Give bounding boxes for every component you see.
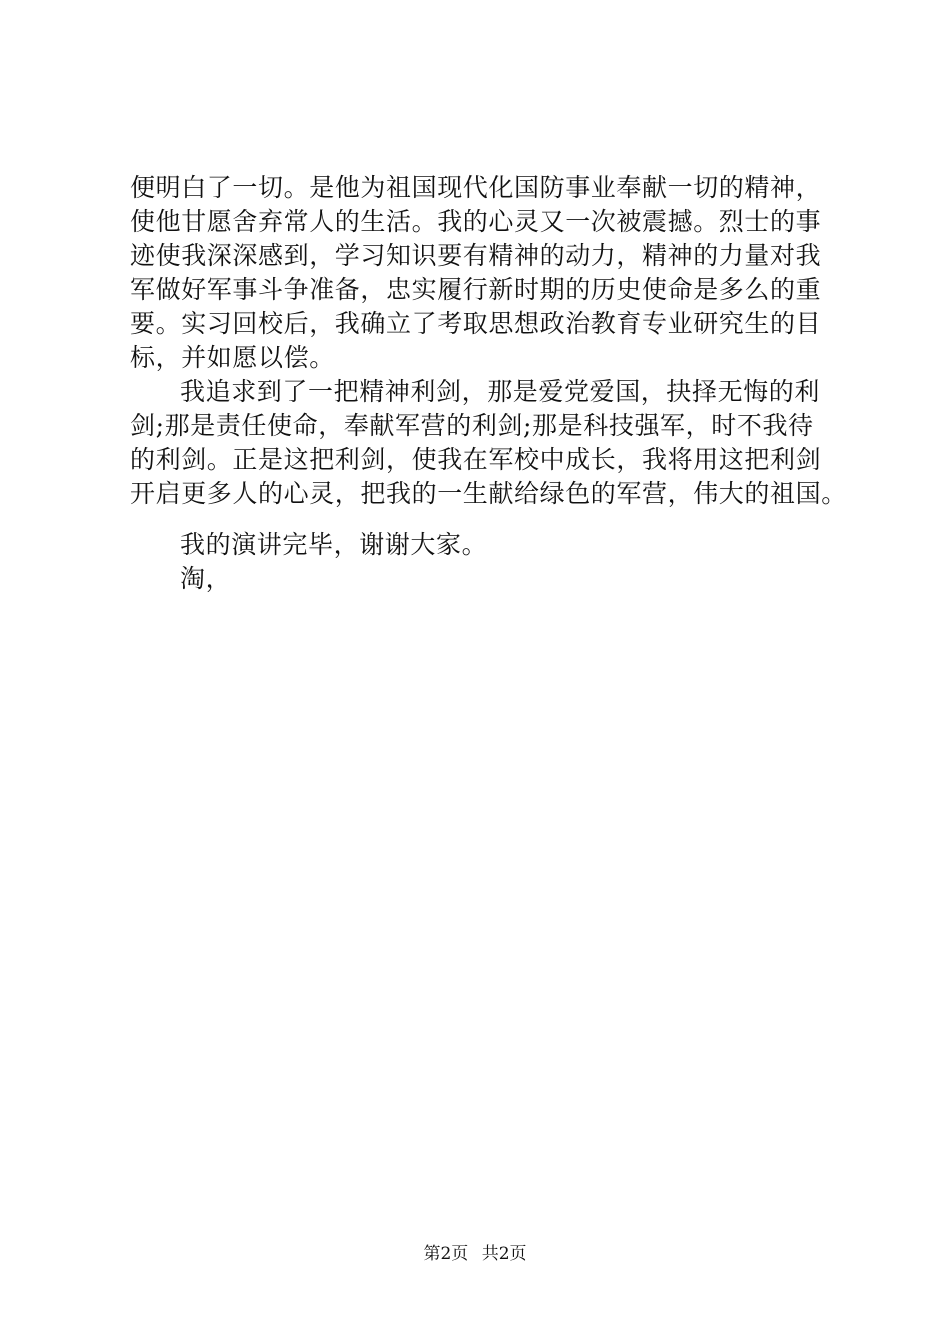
page-total: 共2页	[481, 1244, 527, 1264]
page-footer	[0, 1243, 950, 1265]
paragraph-line: 剑;那是责任使命，奉献军营的利剑;那是科技强军，时不我待	[130, 411, 814, 440]
paragraph-line: 便明白了一切。是他为祖国现代化国防事业奉献一切的精神，	[130, 173, 822, 202]
paragraph-line: 的利剑。正是这把利剑，使我在军校中成长，我将用这把利剑	[130, 445, 822, 474]
paragraph-line: 标，并如愿以偿。	[130, 343, 335, 372]
paragraph-line: 使他甘愿舍弃常人的生活。我的心灵又一次被震撼。烈士的事	[130, 207, 822, 236]
paragraph-line: 迹使我深深感到，学习知识要有精神的动力，精神的力量对我	[130, 241, 822, 270]
page-number: 第2页	[423, 1244, 469, 1264]
paragraph-line: 军做好军事斗争准备，忠实履行新时期的历史使命是多么的重	[130, 275, 822, 304]
paragraph-line: 要。实习回校后，我确立了考取思想政治教育专业研究生的目	[130, 309, 822, 338]
paragraph-line: 我追求到了一把精神利剑，那是爱党爱国，抉择无悔的利	[180, 377, 821, 406]
closing-line: 我的演讲完毕，谢谢大家。	[180, 530, 488, 559]
trailing-line: 淘，	[180, 564, 232, 593]
paragraph-line: 开启更多人的心灵，把我的一生献给绿色的军营，伟大的祖国。	[130, 479, 847, 508]
